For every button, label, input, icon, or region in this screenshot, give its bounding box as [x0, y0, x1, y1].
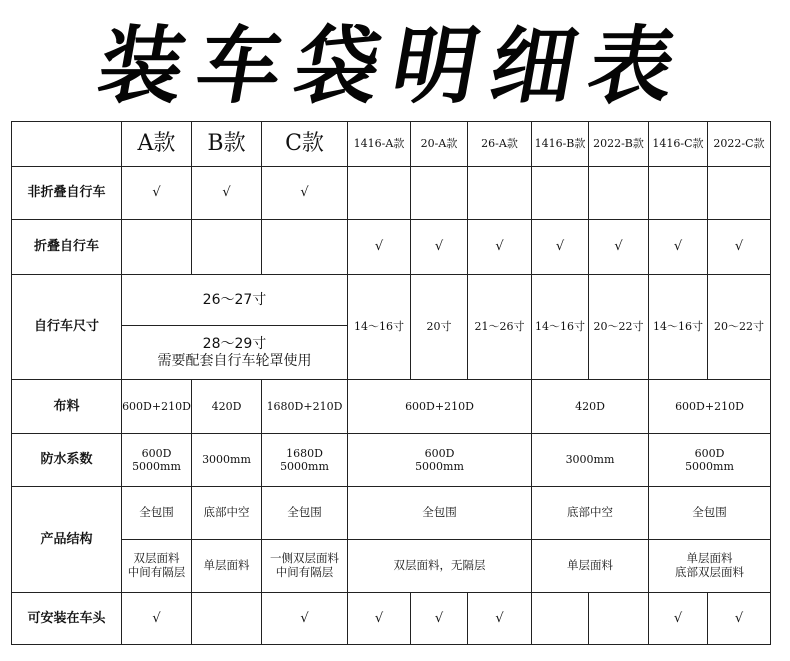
waterproof-c-line1: 1680D: [286, 446, 323, 460]
check-mark: √: [262, 593, 348, 645]
empty-cell: [262, 220, 348, 275]
row-folding: [12, 220, 771, 275]
empty-cell: [708, 167, 771, 220]
structure-bottom-b: 单层面料: [192, 540, 262, 593]
structure-top-a: 全包围: [122, 487, 192, 540]
header-20-a: 20-A款: [411, 122, 468, 167]
size-1416-b: 14～16寸: [532, 275, 589, 380]
row-non-folding: [12, 167, 771, 220]
check-mark: √: [649, 220, 708, 275]
check-mark: √: [192, 167, 262, 220]
size-20-a: 20寸: [411, 275, 468, 380]
header-2022-c: 2022-C款: [708, 122, 771, 167]
waterproof-b: 3000mm: [192, 434, 262, 487]
structure-bottom-a-line1: 双层面料: [133, 551, 180, 566]
row-label-front-mount: 可安装在车头: [12, 593, 122, 645]
structure-bottom-group-c-line1: 单层面料: [686, 551, 733, 566]
structure-bottom-group-a: 双层面料，无隔层: [348, 540, 532, 593]
bag-spec-table: [11, 121, 771, 645]
waterproof-a: [122, 434, 192, 487]
empty-cell: [649, 167, 708, 220]
empty-cell: [411, 167, 468, 220]
structure-bottom-group-c-line2: 底部双层面料: [675, 565, 744, 579]
check-mark: √: [122, 167, 192, 220]
check-mark: √: [708, 593, 771, 645]
waterproof-group-c-line1: 600D: [694, 446, 725, 460]
size-abc-bottom-line2: 需要配套自行车轮罩使用: [157, 352, 312, 369]
structure-top-group-c: 全包围: [649, 487, 771, 540]
structure-bottom-a-line2: 中间有隔层: [127, 565, 186, 579]
check-mark: √: [122, 593, 192, 645]
check-mark: √: [411, 220, 468, 275]
size-abc-bottom: [122, 326, 348, 380]
check-mark: √: [708, 220, 771, 275]
empty-cell: [122, 220, 192, 275]
waterproof-group-b: 3000mm: [532, 434, 649, 487]
header-a: A款: [122, 122, 192, 167]
size-1416-c: 14～16寸: [649, 275, 708, 380]
waterproof-a-line2: 5000mm: [132, 460, 181, 473]
structure-bottom-c-line2: 中间有隔层: [275, 565, 334, 579]
waterproof-group-c-line2: 5000mm: [685, 460, 734, 473]
row-label-non-folding: 非折叠自行车: [12, 167, 122, 220]
structure-bottom-c-line1: 一侧双层面料: [270, 551, 339, 566]
empty-cell: [532, 167, 589, 220]
structure-top-c: 全包围: [262, 487, 348, 540]
empty-cell: [192, 593, 262, 645]
row-label-size: 自行车尺寸: [12, 275, 122, 380]
structure-top-group-a: 全包围: [348, 487, 532, 540]
row-structure-top: [12, 487, 771, 540]
structure-bottom-group-c: [649, 540, 771, 593]
fabric-group-a: 600D+210D: [348, 380, 532, 434]
header-1416-a: 1416-A款: [348, 122, 411, 167]
size-1416-a: 14～16寸: [348, 275, 411, 380]
fabric-a: 600D+210D: [122, 380, 192, 434]
check-mark: √: [348, 220, 411, 275]
row-label-folding: 折叠自行车: [12, 220, 122, 275]
waterproof-c: [262, 434, 348, 487]
header-2022-b: 2022-B款: [589, 122, 649, 167]
fabric-b: 420D: [192, 380, 262, 434]
waterproof-group-c: [649, 434, 771, 487]
empty-cell: [589, 167, 649, 220]
size-2022-b: 20～22寸: [589, 275, 649, 380]
structure-top-b: 底部中空: [192, 487, 262, 540]
corner-cell: [12, 122, 122, 167]
row-size-top: [12, 275, 771, 326]
structure-bottom-c: [262, 540, 348, 593]
header-26-a: 26-A款: [468, 122, 532, 167]
row-label-fabric: 布料: [12, 380, 122, 434]
fabric-group-c: 600D+210D: [649, 380, 771, 434]
row-structure-bottom: [12, 540, 771, 593]
size-26-a: 21～26寸: [468, 275, 532, 380]
check-mark: √: [411, 593, 468, 645]
empty-cell: [192, 220, 262, 275]
waterproof-c-line2: 5000mm: [280, 460, 329, 473]
row-waterproof: [12, 434, 771, 487]
waterproof-group-a-line2: 5000mm: [415, 460, 464, 473]
empty-cell: [348, 167, 411, 220]
waterproof-group-a-line1: 600D: [424, 446, 455, 460]
header-1416-c: 1416-C款: [649, 122, 708, 167]
structure-bottom-group-b: 单层面料: [532, 540, 649, 593]
row-label-waterproof: 防水系数: [12, 434, 122, 487]
check-mark: √: [262, 167, 348, 220]
empty-cell: [532, 593, 589, 645]
structure-bottom-a: [122, 540, 192, 593]
header-row: [12, 122, 771, 167]
fabric-c: 1680D+210D: [262, 380, 348, 434]
waterproof-a-line1: 600D: [141, 446, 172, 460]
structure-top-group-b: 底部中空: [532, 487, 649, 540]
check-mark: √: [468, 220, 532, 275]
page-title: 装车袋明细表: [91, 16, 697, 115]
check-mark: √: [348, 593, 411, 645]
check-mark: √: [468, 593, 532, 645]
row-label-structure: 产品结构: [12, 487, 122, 593]
header-1416-b: 1416-B款: [532, 122, 589, 167]
check-mark: √: [532, 220, 589, 275]
waterproof-group-a: [348, 434, 532, 487]
header-b: B款: [192, 122, 262, 167]
empty-cell: [589, 593, 649, 645]
size-abc-bottom-line1: 28～29寸: [202, 335, 267, 352]
size-2022-c: 20～22寸: [708, 275, 771, 380]
empty-cell: [468, 167, 532, 220]
row-front-mount: [12, 593, 771, 645]
check-mark: √: [649, 593, 708, 645]
fabric-group-b: 420D: [532, 380, 649, 434]
size-abc-top: 26～27寸: [122, 275, 348, 326]
header-c: C款: [262, 122, 348, 167]
check-mark: √: [589, 220, 649, 275]
row-fabric: [12, 380, 771, 434]
